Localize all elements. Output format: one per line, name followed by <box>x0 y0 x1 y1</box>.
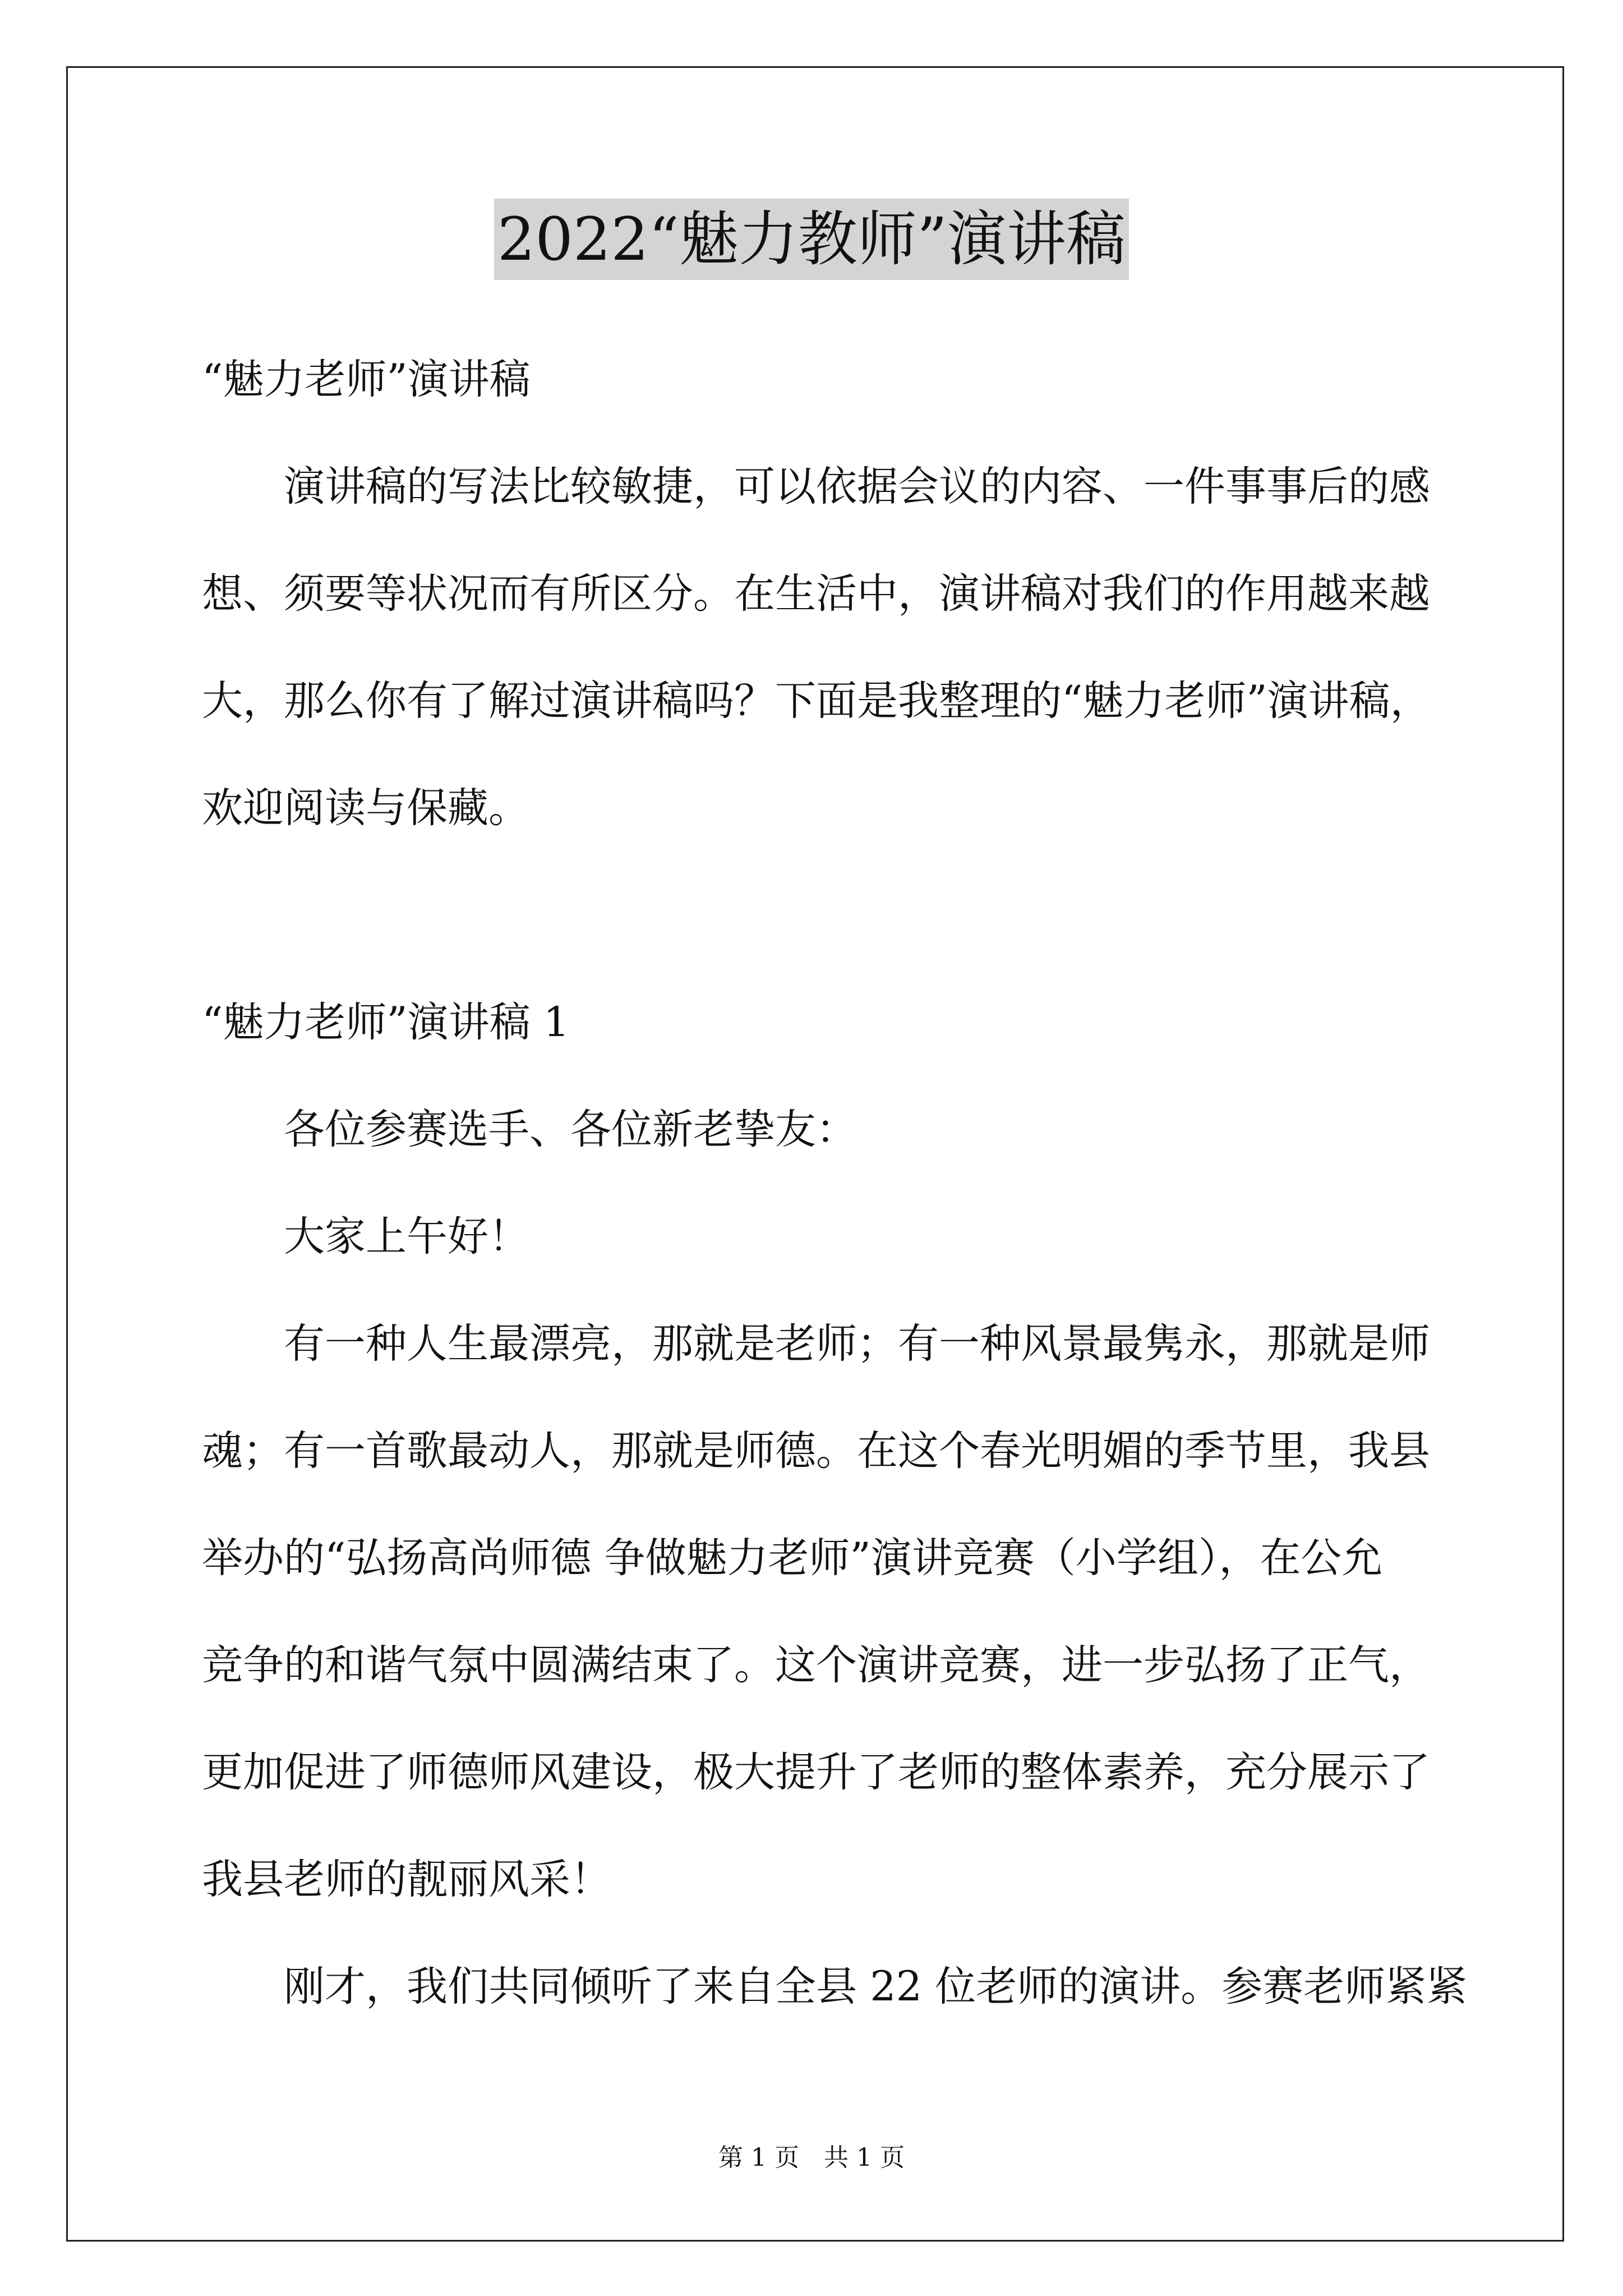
document-subtitle: “魅力老师”演讲稿 <box>202 356 531 403</box>
intro-line: 欢迎阅读与保藏。 <box>202 784 529 832</box>
paragraph-line: 举办的“弘扬高尚师德 争做魅力老师”演讲竞赛（小学组），在公允 <box>202 1534 1383 1582</box>
intro-line: 大，那么你有了解过演讲稿吗？下面是我整理的“魅力老师”演讲稿， <box>202 677 1431 725</box>
paragraph-line: 魂；有一首歌最动人，那就是师德。在这个春光明媚的季节里，我县 <box>202 1427 1430 1475</box>
section-heading: “魅力老师”演讲稿 1 <box>202 999 570 1046</box>
salutation: 各位参赛选手、各位新老挚友： <box>284 1106 857 1153</box>
intro-line: 想、须要等状况而有所区分。在生活中，演讲稿对我们的作用越来越 <box>202 570 1430 618</box>
paragraph-line: 刚才，我们共同倾听了来自全县 22 位老师的演讲。参赛老师紧紧 <box>284 1963 1468 2010</box>
title-container <box>0 199 1623 280</box>
paragraph-line: 我县老师的靓丽风采！ <box>202 1856 611 1903</box>
intro-line: 演讲稿的写法比较敏捷，可以依据会议的内容、一件事事后的感 <box>284 463 1430 510</box>
document-title: 2022“魅力教师”演讲稿 <box>494 199 1129 280</box>
greeting: 大家上午好！ <box>284 1213 529 1260</box>
document-body <box>202 326 1467 2040</box>
paragraph-line: 更加促进了师德师风建设，极大提升了老师的整体素养，充分展示了 <box>202 1749 1430 1796</box>
paragraph-line: 有一种人生最漂亮，那就是老师；有一种风景最隽永，那就是师 <box>284 1320 1430 1368</box>
page-footer: 第 1 页 共 1 页 <box>718 2143 905 2172</box>
blank-line <box>202 862 1467 969</box>
paragraph-line: 竞争的和谐气氛中圆满结束了。这个演讲竞赛，进一步弘扬了正气， <box>202 1641 1430 1689</box>
